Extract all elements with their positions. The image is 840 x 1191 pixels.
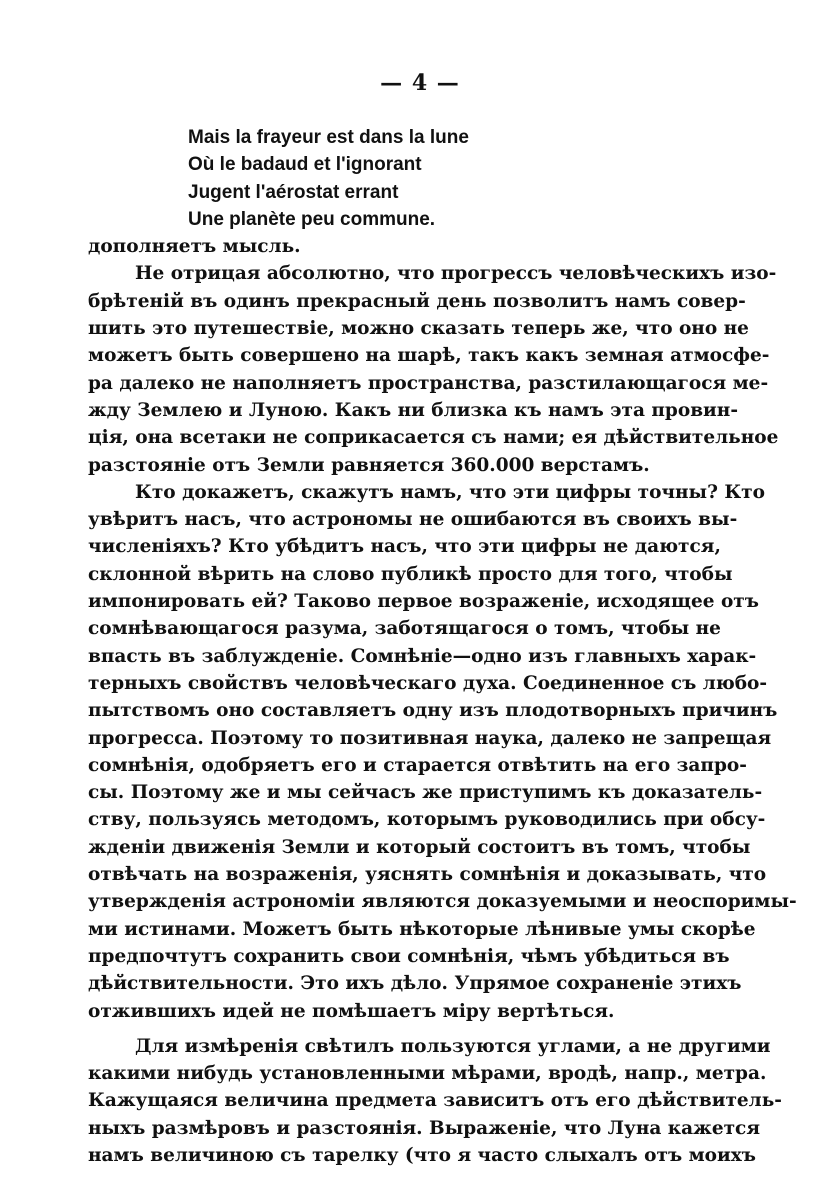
text-line: ству, пользуясь методомъ, которымъ руководились при обсу- [88,809,766,831]
text-line: жду Землею и Луною. Какъ ни близка къ намъ эта провин- [88,399,738,421]
text-line: какими нибудь установленными мѣрами, вродѣ, напр., метра. [88,1063,767,1085]
text-line: терныхъ свойствъ человѣческаго духа. Соединенное съ любо- [88,672,768,694]
verse-line: Une planète peu commune. [188,208,436,230]
text-line: отжившихъ идей не помѣшаетъ мiру вертѣться. [88,1000,615,1022]
text-line: численiяхъ? Кто убѣдитъ насъ, что эти цифры не даются, [88,536,721,558]
text-line: намъ величиною съ тарелку (что я часто слыхалъ отъ моихъ [88,1144,756,1166]
page-number: — 4 — [380,70,460,96]
text-line: увѣритъ насъ, что астрономы не ошибаются въ своихъ вы- [88,509,738,531]
page-text [88,124,797,1169]
text-line: ми истинами. Можетъ быть нѣкоторые лѣнивые умы скорѣе [88,918,756,940]
text-line: ра далеко не наполняетъ пространства, разстилающагося ме- [88,372,769,394]
text-line: пытствомъ оно составляетъ одну изъ плодотворныхъ причинъ [88,700,778,722]
verse-continuation-line: дополняетъ мысль. [88,236,301,258]
verse-line: Où le badaud et l'ignorant [188,154,422,176]
text-line: предпочтутъ сохранить свои сомнѣнiя, чѣмъ убѣдиться въ [88,945,730,967]
text-line: впасть въ заблужденiе. Сомнѣнiе—одно изъ главныхъ харак- [88,645,757,667]
verse-line: Jugent l'aérostat errant [188,181,399,203]
text-line: шить это путешествiе, можно сказать теперь же, что оно не [88,318,749,340]
paragraph-3 [88,1033,782,1169]
text-line: брѣтенiй въ одинъ прекрасный день позволитъ намъ совер- [88,290,746,312]
text-line: Не отрицая абсолютно, что прогрессъ человѣческихъ изо- [135,263,777,285]
text-line: утвержденiя астрономiи являются доказуемыми и неоспоримы- [88,891,797,913]
text-line: цiя, она всетаки не соприкасается съ нами; ея дѣйствительное [88,427,779,449]
text-line: Кажущаяся величина предмета зависитъ отъ его дѣйствитель- [88,1090,782,1112]
paragraph-gap [88,1025,708,1033]
text-line: ныхъ размѣровъ и разстоянiя. Выраженiе, что Луна кажется [88,1117,760,1139]
text-line: Для измѣренiя свѣтилъ пользуются углами, а не другими [135,1035,771,1057]
paragraph-2 [88,479,797,1025]
text-line: разстоянiе отъ Земли равняется 360.000 верстамъ. [88,454,650,476]
paragraph-1 [88,260,779,478]
verse-quote [88,124,708,233]
text-line: склонной вѣрить на слово публикѣ просто для того, чтобы [88,563,733,585]
text-line: импонировать ей? Таково первое возраженiе, исходящее отъ [88,591,759,613]
verse-line: Mais la frayeur est dans la lune [188,127,469,148]
text-line: дѣйствительности. Это ихъ дѣло. Упрямое сохраненiе этихъ [88,973,742,995]
text-line: сомнѣвающагося разума, заботящагося о томъ, чтобы не [88,618,721,640]
text-line: Кто докажетъ, скажутъ намъ, что эти цифры точны? Кто [135,481,765,503]
text-line: отвѣчать на возраженiя, уяснять сомнѣнiя и доказывать, что [88,864,767,886]
text-line: сомнѣнiя, одобряетъ его и старается отвѣтить на его запро- [88,754,747,776]
text-line: жденiи движенiя Земли и который состоитъ въ томъ, чтобы [88,836,751,858]
text-line: прогресса. Поэтому то позитивная наука, далеко не запрещая [88,727,772,749]
text-line: сы. Поэтому же и мы сейчасъ же приступимъ къ доказатель- [88,782,763,804]
text-line: можетъ быть совершено на шарѣ, такъ какъ земная атмосфе- [88,345,770,367]
